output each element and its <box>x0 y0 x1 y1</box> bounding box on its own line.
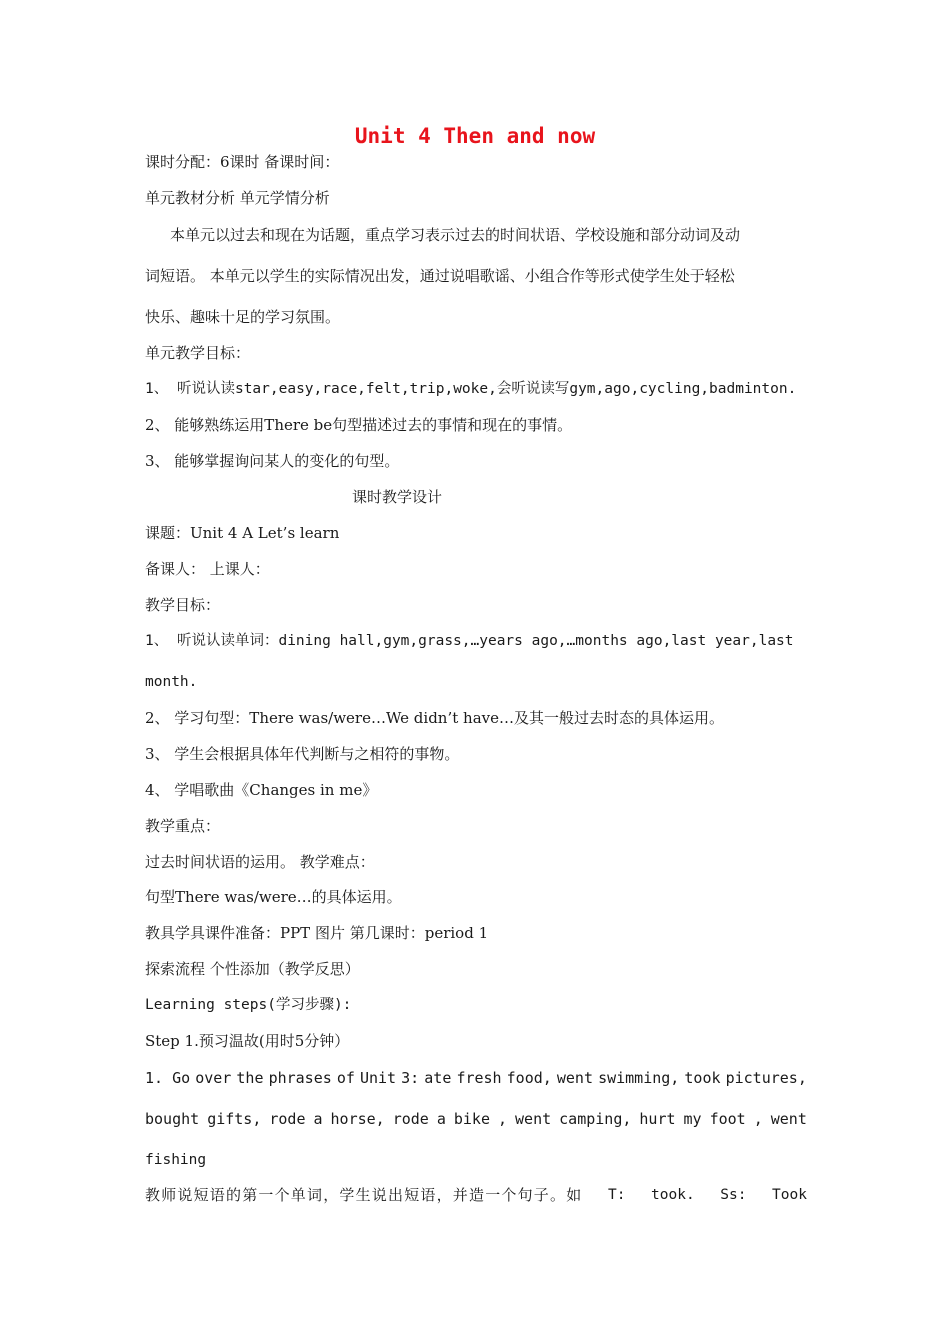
word: fresh <box>456 1069 502 1087</box>
learning-steps-heading: Learning steps(学习步骤): <box>145 997 352 1013</box>
unit-analysis-heading: 单元教材分析 单元学情分析 <box>145 189 330 207</box>
word: gifts, <box>207 1110 262 1128</box>
word: took <box>684 1069 721 1087</box>
word: over <box>195 1069 232 1087</box>
word: a <box>436 1110 446 1128</box>
teaching-goal-1-continued: month. <box>145 674 198 690</box>
word: camping, <box>559 1110 632 1128</box>
word: 3: <box>401 1069 420 1087</box>
word: swimming, <box>598 1069 680 1087</box>
word: Ss: <box>720 1187 747 1203</box>
word: 1. Go <box>145 1069 191 1087</box>
difficulty-detail: 句型There was/were…的具体运用。 <box>145 888 402 906</box>
word: took. <box>651 1187 695 1203</box>
word: , <box>498 1110 508 1128</box>
unit-goal-2: 2、 能够熟练运用There be句型描述过去的事情和现在的事情。 <box>145 416 573 434</box>
teaching-goal-4: 4、 学唱歌曲《Changes in me》 <box>145 781 378 799</box>
word: rode <box>392 1110 429 1128</box>
teaching-goal-3: 3、 学生会根据具体年代判断与之相符的事物。 <box>145 745 460 763</box>
teaching-goals-heading: 教学目标： <box>145 596 221 614</box>
unit-goals-heading: 单元教学目标： <box>145 344 251 362</box>
word: the <box>236 1069 264 1087</box>
lesson-allocation: 课时分配：6课时 备课时间： <box>145 153 340 171</box>
step-1-item-line-1 <box>145 1068 807 1088</box>
unit-analysis-paragraph-line-3: 快乐、趣味十足的学习氛围。 <box>145 308 341 326</box>
key-point-and-difficulty: 过去时间状语的运用。 教学难点： <box>145 853 375 871</box>
word: ate <box>424 1069 452 1087</box>
word: pictures, <box>725 1069 807 1087</box>
unit-goal-1: 1、 听说认读star,easy,race,felt,trip,woke,会听说读写gym,ago,cycling,badminton. <box>145 381 797 397</box>
word: a <box>313 1110 323 1128</box>
materials-and-period: 教具学具课件准备：PPT 图片 第几课时：period 1 <box>145 924 489 942</box>
word: phrases <box>268 1069 332 1087</box>
teaching-goal-2: 2、 学习句型：There was/were…We didn’t have…及其一般过去时态的具体运用。 <box>145 709 724 727</box>
word: T: <box>607 1187 626 1203</box>
teacher-info: 备课人： 上课人： <box>145 560 270 578</box>
word: bought <box>145 1110 200 1128</box>
lesson-topic: 课题：Unit 4 A Let’s learn <box>145 524 340 542</box>
word: rode <box>269 1110 306 1128</box>
word: went <box>770 1110 807 1128</box>
unit-analysis-paragraph-line-1: 本单元以过去和现在为话题，重点学习表示过去的时间状语、学校设施和部分动词及动 <box>170 226 741 244</box>
word: my <box>683 1110 702 1128</box>
word: horse, <box>330 1110 385 1128</box>
word: , <box>753 1110 763 1128</box>
process-heading: 探索流程 个性添加（教学反思） <box>145 960 360 978</box>
word: of <box>336 1069 355 1087</box>
document-title: Unit 4 Then and now <box>354 124 596 148</box>
teaching-goal-1: 1、 听说认读单词：dining hall,gym,grass,…years ago,…months ago,last year,last <box>145 633 794 649</box>
word: foot <box>709 1110 746 1128</box>
unit-analysis-paragraph-line-2: 词短语。 本单元以学生的实际情况出发，通过说唱歌谣、小组合作等形式使学生处于轻松 <box>145 267 735 285</box>
step-1-item-line-3: fishing <box>145 1152 207 1168</box>
word: hurt <box>639 1110 676 1128</box>
word: food, <box>506 1069 552 1087</box>
word: bike <box>453 1110 490 1128</box>
word: Unit <box>359 1069 397 1087</box>
word: went <box>515 1110 552 1128</box>
step-1-heading: Step 1.预习温故(用时5分钟） <box>145 1032 350 1050</box>
step-1-instruction <box>145 1185 807 1205</box>
instruction-text: 教师说短语的第一个单词，学生说出短语，并造一个句子。如 <box>145 1186 583 1204</box>
word: Took <box>772 1187 807 1203</box>
key-points-heading: 教学重点： <box>145 817 221 835</box>
unit-goal-3: 3、 能够掌握询问某人的变化的句型。 <box>145 452 400 470</box>
lesson-design-heading: 课时教学设计 <box>352 488 443 506</box>
word: went <box>556 1069 593 1087</box>
step-1-item-line-2 <box>145 1109 807 1129</box>
